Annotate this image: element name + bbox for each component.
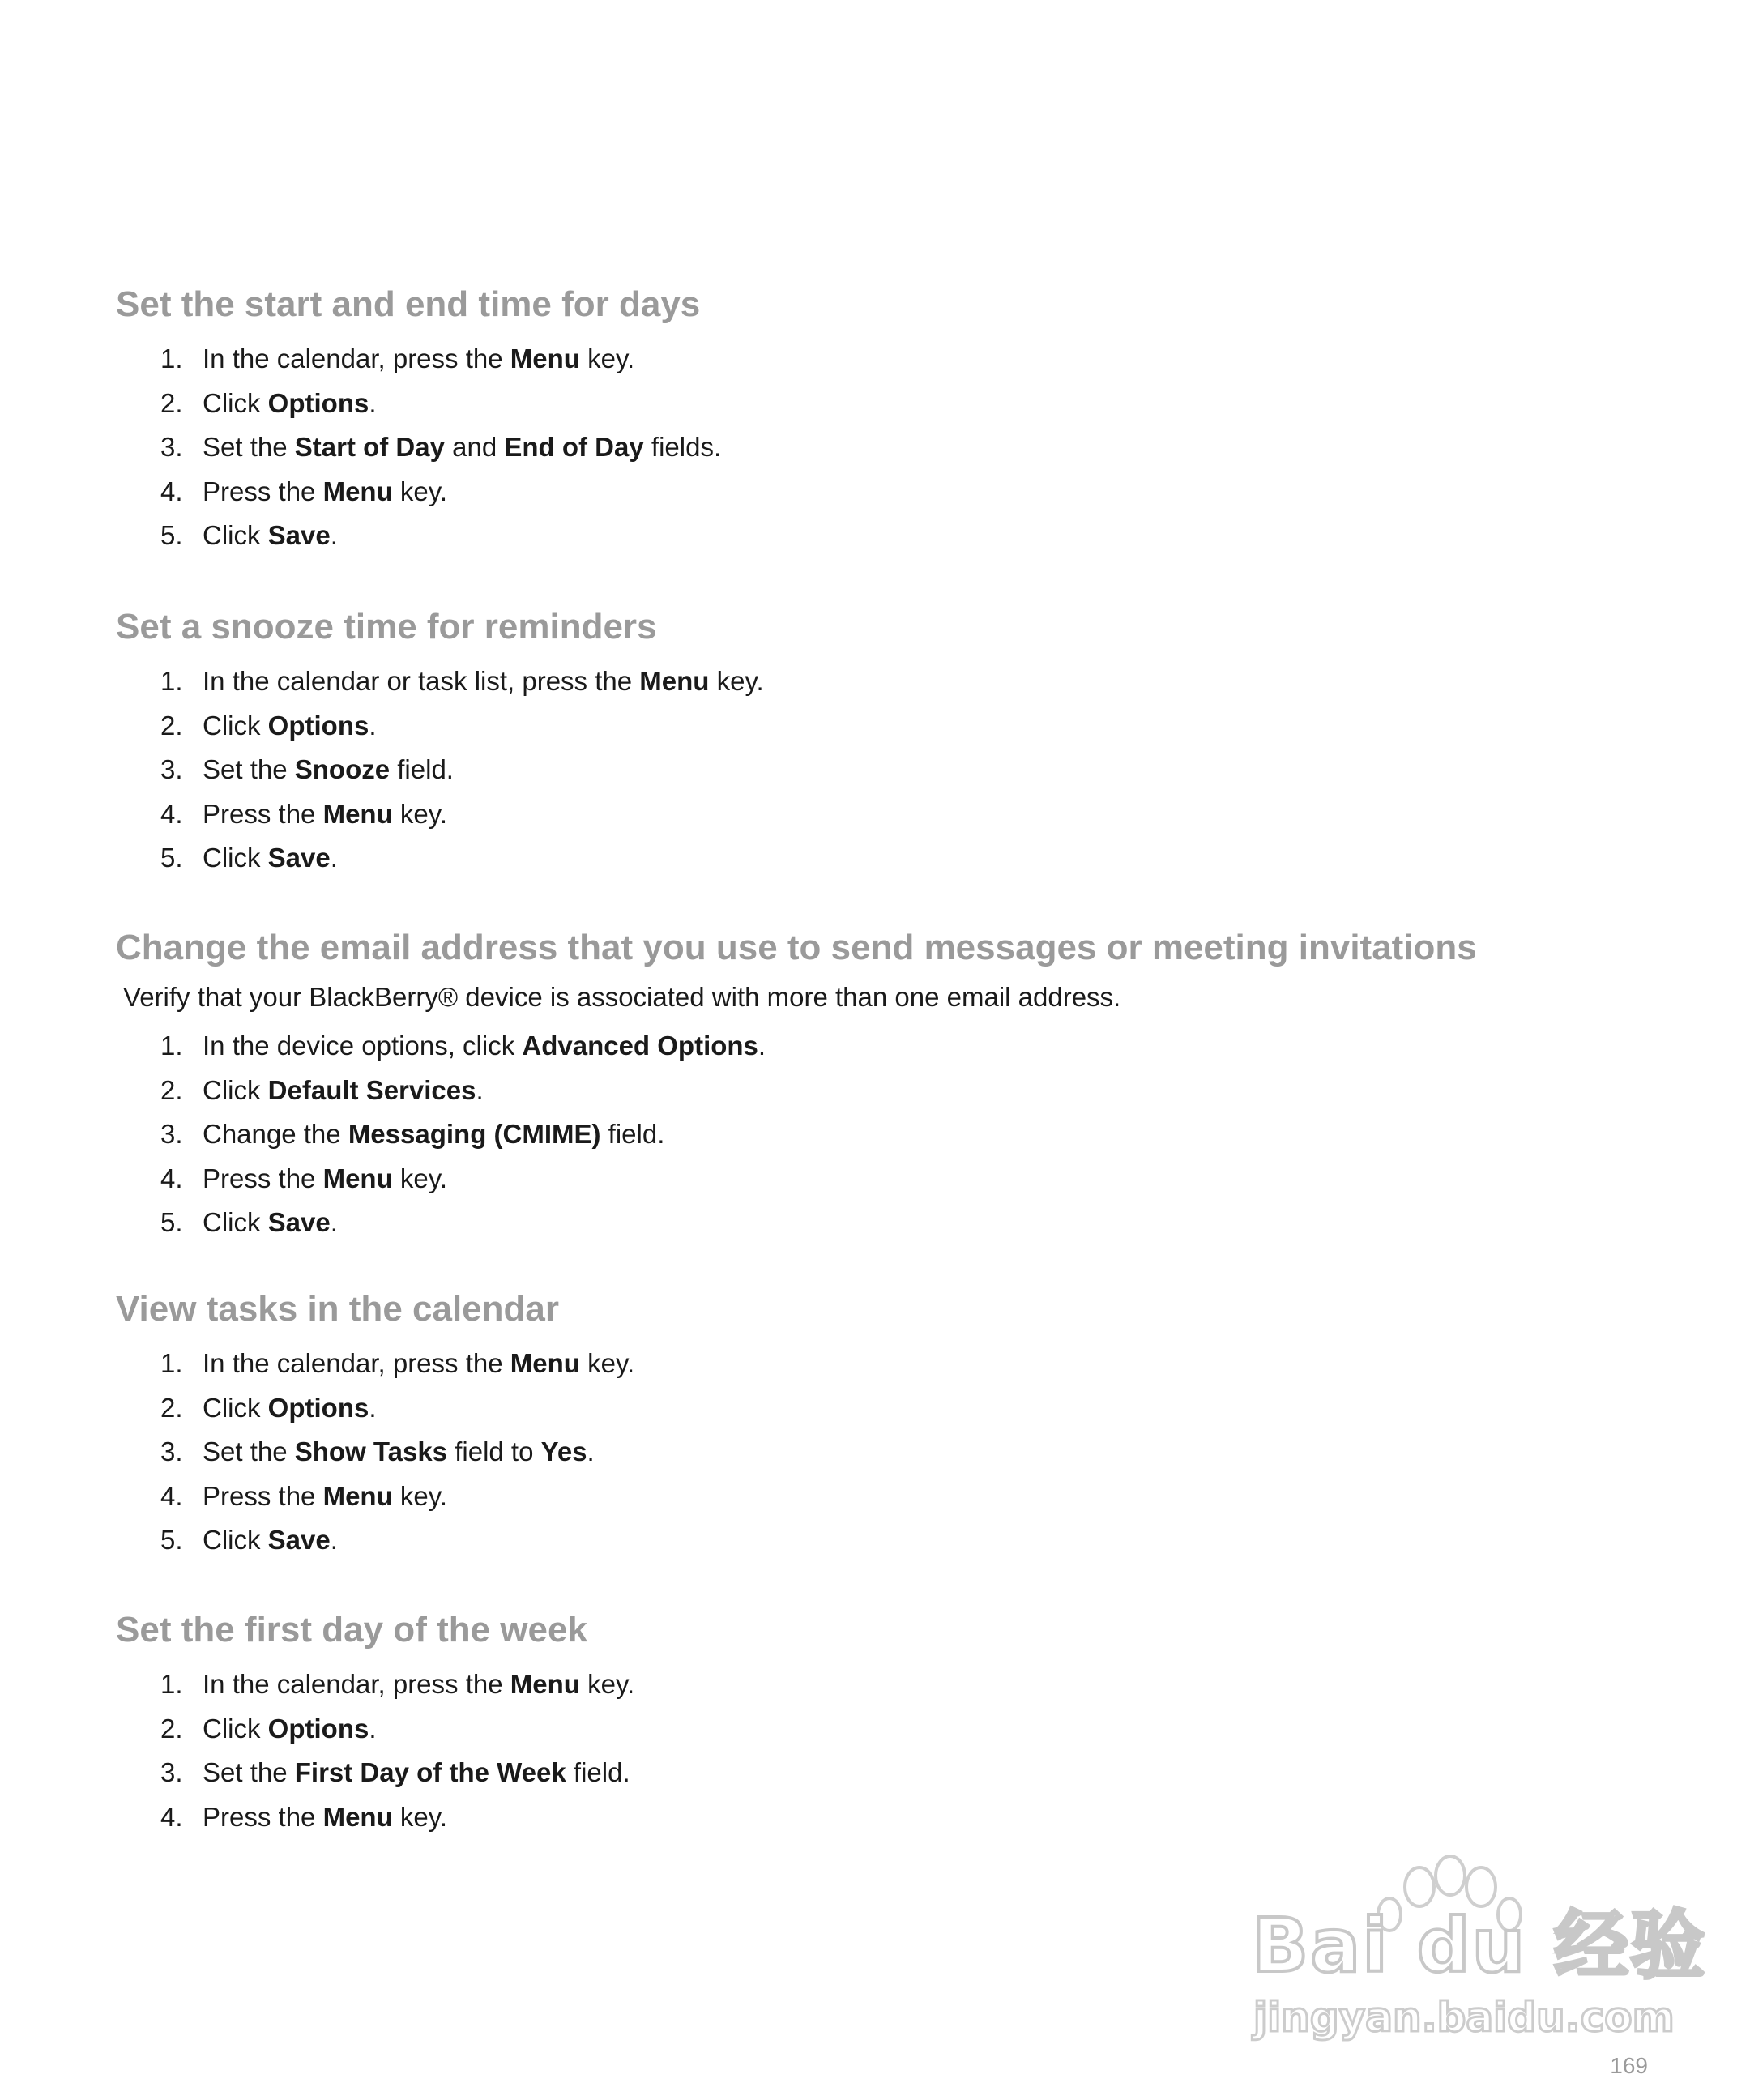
step-number: 4. [160,1480,183,1511]
step-item [116,1751,1655,1795]
section-first-day-of-week [116,1607,1655,1839]
section-heading: Set a snooze time for reminders [116,607,657,647]
section-intro: Verify that your BlackBerry® device is associated with more than one email address. [123,982,1121,1012]
step-text [203,1069,484,1113]
step-text-fragment: Click [203,1525,268,1555]
step-item [116,1069,1655,1113]
step-text-fragment: Click [203,520,268,550]
step-text-fragment: Set the [203,432,295,462]
step-text-fragment: . [369,1713,377,1744]
step-item [116,1112,1655,1157]
step-text [203,1157,447,1202]
step-text [203,792,447,837]
ui-term: Options [267,1713,369,1744]
watermark-logo-text: Bai du 经验 [1252,1902,1707,1989]
step-item [116,836,1655,881]
step-text [203,1475,447,1519]
step-number: 3. [160,754,183,784]
step-number: 4. [160,798,183,829]
step-text-fragment: key. [579,1348,635,1378]
step-text-fragment: . [330,520,338,550]
step-text-fragment: field. [390,754,454,784]
ui-term: Menu [322,1480,393,1511]
section-heading: Change the email address that you use to send messages or meeting invitations [116,928,1477,967]
step-text-fragment: In the calendar, press the [203,344,510,373]
ui-term: Show Tasks [294,1436,448,1466]
ui-term: Menu [510,344,580,373]
ui-term: Menu [322,1801,393,1832]
step-number: 3. [160,1119,183,1149]
step-text [203,1201,338,1245]
step-text [203,1112,664,1157]
step-item [116,1475,1655,1519]
step-item [116,1430,1655,1475]
section-set-start-end-time [116,282,1655,558]
step-text-fragment: . [369,1392,377,1423]
ui-term: Options [267,387,369,418]
step-text [203,1430,595,1475]
step-text-fragment: fields. [643,432,722,462]
section-view-tasks [116,1287,1655,1563]
step-item [116,382,1655,426]
step-text-fragment: Set the [203,1436,295,1466]
ui-term: Save [267,520,331,550]
step-text-fragment: key. [392,476,447,506]
step-list [116,659,1655,881]
step-number: 5. [160,843,183,873]
watermark-url-text: jingyan.baidu.com [1253,1994,1675,2041]
step-text [203,1795,447,1840]
step-text-fragment: key. [392,1163,447,1193]
baidu-jingyan-watermark [1252,1851,1707,2046]
step-text [203,337,634,382]
step-number: 4. [160,476,183,506]
ui-term: Menu [322,1163,393,1193]
step-text-fragment: In the calendar, press the [203,1348,510,1378]
step-number: 5. [160,520,183,550]
step-text [203,836,338,881]
ui-term: Menu [322,476,393,506]
step-text [203,1342,634,1386]
step-text [203,425,721,470]
step-list [116,337,1655,558]
step-number: 2. [160,1074,183,1105]
step-item [116,1795,1655,1840]
ui-term: Menu [639,666,710,696]
section-heading: View tasks in the calendar [116,1289,559,1329]
ui-term: End of Day [504,432,644,462]
step-item [116,470,1655,514]
ui-term: First Day of the Week [294,1757,566,1787]
step-text-fragment: Press the [203,1163,323,1193]
step-item [116,1518,1655,1563]
step-number: 2. [160,1392,183,1423]
section-heading: Set the start and end time for days [116,284,701,324]
step-item [116,337,1655,382]
step-text-fragment: In the calendar or task list, press the [203,666,640,696]
step-text-fragment: Press the [203,798,323,829]
step-text-fragment: Set the [203,1757,295,1787]
ui-term: Messaging (CMIME) [348,1119,601,1149]
step-number: 2. [160,387,183,418]
step-number: 3. [160,432,183,462]
ui-term: Menu [322,798,393,829]
step-text [203,1662,634,1707]
section-change-email-address [116,925,1655,1245]
step-text-fragment: . [369,387,377,418]
ui-term: Advanced Options [522,1031,758,1061]
step-text [203,748,454,792]
step-text-fragment: Click [203,1713,268,1744]
step-item [116,659,1655,704]
step-text-fragment: . [369,710,377,741]
ui-term: Default Services [267,1074,476,1105]
step-text [203,382,377,426]
step-number: 1. [160,666,183,696]
step-number: 5. [160,1207,183,1237]
section-heading: Set the first day of the week [116,1610,587,1650]
step-text-fragment: . [330,843,338,873]
step-text [203,514,338,558]
step-item [116,1662,1655,1707]
step-list [116,1024,1655,1245]
ui-term: Snooze [294,754,391,784]
step-text [203,470,447,514]
step-number: 4. [160,1163,183,1193]
step-item [116,704,1655,749]
step-text-fragment: In the device options, click [203,1031,523,1061]
step-item [116,1024,1655,1069]
step-text-fragment: Click [203,1392,268,1423]
step-text-fragment: key. [392,1480,447,1511]
step-text-fragment: field. [600,1119,665,1149]
step-text-fragment: field. [566,1757,630,1787]
step-text-fragment: key. [579,1669,635,1699]
step-text [203,1707,377,1752]
step-number: 1. [160,344,183,373]
step-item [116,425,1655,470]
step-text-fragment: . [330,1525,338,1555]
step-text-fragment: key. [392,1801,447,1832]
page-number: 169 [1610,2053,1648,2078]
ui-term: Options [267,1392,369,1423]
step-text-fragment: Change the [203,1119,348,1149]
step-item [116,1157,1655,1202]
step-item [116,748,1655,792]
step-text-fragment: key. [579,344,635,373]
step-text [203,1024,766,1069]
step-number: 2. [160,710,183,741]
step-number: 3. [160,1757,183,1787]
step-text [203,1518,338,1563]
section-snooze-time [116,604,1655,881]
step-text-fragment: Click [203,843,268,873]
step-number: 5. [160,1525,183,1555]
ui-term: Save [267,1207,331,1237]
ui-term: Save [267,1525,331,1555]
step-number: 2. [160,1713,183,1744]
step-text-fragment: . [758,1031,766,1061]
step-number: 1. [160,1348,183,1378]
step-number: 3. [160,1436,183,1466]
step-list [116,1662,1655,1839]
step-list [116,1342,1655,1563]
step-text-fragment: Click [203,710,268,741]
ui-term: Menu [510,1348,580,1378]
step-text [203,704,377,749]
step-number: 4. [160,1801,183,1832]
ui-term: Start of Day [294,432,445,462]
ui-term: Save [267,843,331,873]
step-text-fragment: key. [392,798,447,829]
ui-term: Yes [540,1436,587,1466]
ui-term: Options [267,710,369,741]
step-text [203,659,764,704]
step-text [203,1386,377,1431]
step-text-fragment: . [587,1436,595,1466]
step-text-fragment: Press the [203,1801,323,1832]
step-text-fragment: Press the [203,1480,323,1511]
step-text-fragment: Click [203,1207,268,1237]
step-text-fragment: . [330,1207,338,1237]
ui-term: Menu [510,1669,580,1699]
step-text-fragment: In the calendar, press the [203,1669,510,1699]
step-item [116,1386,1655,1431]
step-item [116,1201,1655,1245]
step-item [116,792,1655,837]
step-number: 1. [160,1669,183,1699]
step-text-fragment: Click [203,1074,268,1105]
step-item [116,1342,1655,1386]
step-number: 1. [160,1031,183,1061]
step-text-fragment: key. [709,666,764,696]
step-item [116,514,1655,558]
step-text-fragment: field to [447,1436,541,1466]
step-text [203,1751,630,1795]
step-text-fragment: and [444,432,505,462]
step-text-fragment: Press the [203,476,323,506]
step-item [116,1707,1655,1752]
step-text-fragment: Set the [203,754,295,784]
step-text-fragment: Click [203,387,268,418]
step-text-fragment: . [476,1074,484,1105]
